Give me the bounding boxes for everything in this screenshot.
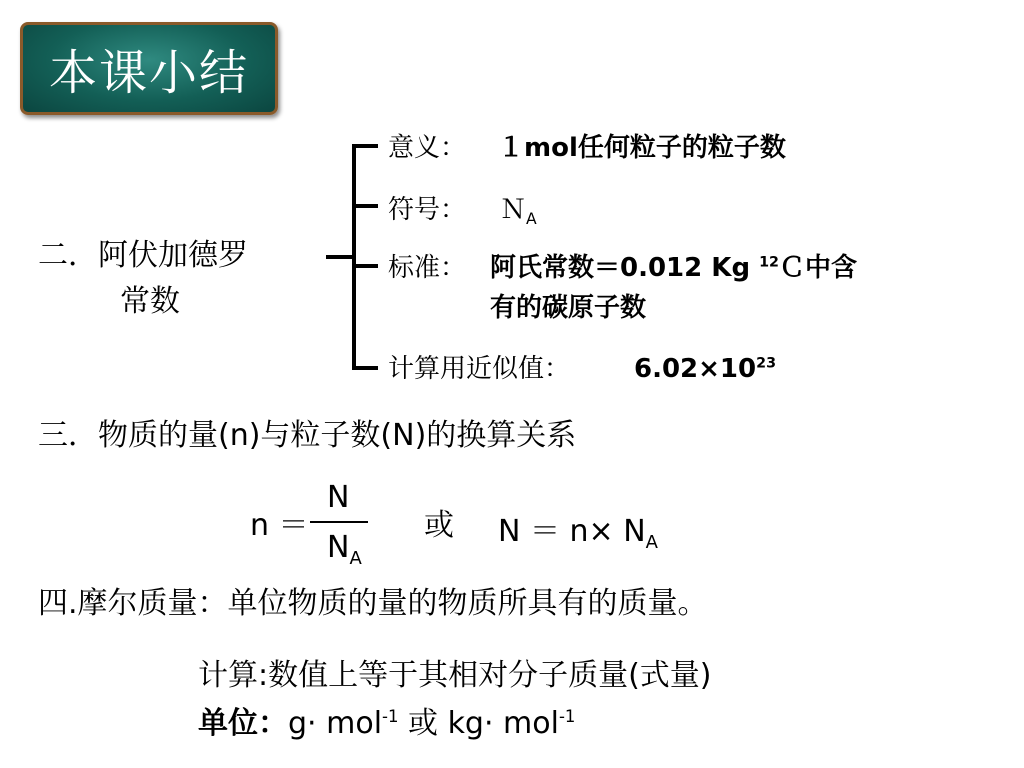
section2-heading-line2: 常数 [120, 284, 180, 319]
fraction-bar [310, 521, 368, 523]
approx-label: 计算用近似值： [388, 354, 571, 384]
meaning-label: 意义： [388, 133, 467, 163]
standard-label: 标准： [388, 253, 467, 283]
formula-denominator: $N_A$ [327, 530, 362, 569]
section4-heading: 四.摩尔质量：单位物质的量的物质所具有的质量。 [38, 586, 708, 621]
formula-lhs: n ＝ [250, 508, 309, 543]
section3-heading: 三．物质的量(n)与粒子数(N)的换算关系 [38, 418, 577, 453]
standard-value-line2: 有的碳原子数 [490, 293, 647, 323]
approx-value: $6.02\times 10^{23}$ [634, 354, 777, 384]
formula-numerator: N [327, 480, 350, 515]
meaning-value: １mol任何粒子的粒子数 [498, 133, 786, 163]
symbol-label: 符号： [388, 195, 467, 225]
formula-2: $N = n\times N_A$ [498, 514, 658, 553]
section2-heading: 二．阿伏加德罗 [38, 238, 248, 273]
unit-line: 单位：g· mol$^{-1}$ 或 kg· mol$^{-1}$ [198, 706, 576, 741]
or-text: 或 [424, 508, 454, 543]
page-title: 本课小结 [48, 45, 249, 101]
calc-line: 计算:数值上等于其相对分子质量(式量) [198, 658, 712, 693]
symbol-value: Ｎ$_A$ [500, 195, 537, 229]
standard-value: 阿氏常数＝0.012 Kg $^{12}$Ｃ中含 [490, 253, 858, 283]
